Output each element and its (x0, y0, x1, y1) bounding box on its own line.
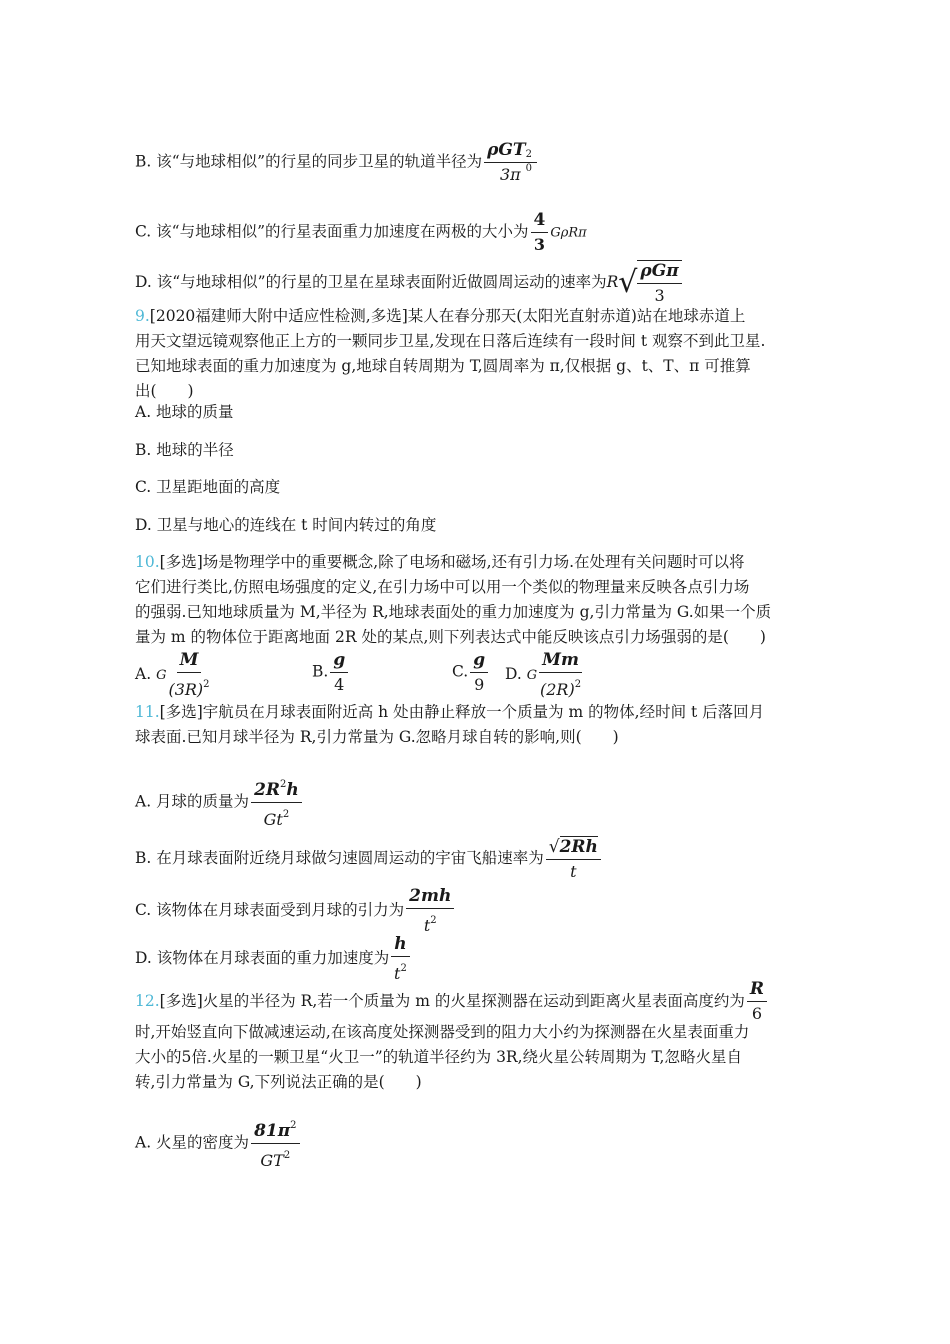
q10-options (135, 650, 815, 699)
q12-number: 12. (135, 991, 160, 1010)
q8-option-d-sqrt: √ $\frac{\text{ρGπ}}{3}$ (618, 260, 681, 306)
q8-option-d-text: D. 该“与地球相似”的行星的卫星在星球表面附近做圆周运动的速率为 (135, 273, 607, 291)
q12-stem: 12. [多选]火星的半径为 R,若一个质量为 m 的火星探测器在运动到距离火星表面高度约为 $\frac{R}{6}$ 时,开始竖直向下做减速运动,在该高度处探测器受到的阻力大小约为探测器在火星表面重力 大小的5倍.火星的一颗卫星“火卫一”的轨道半径约为 3R,绕火星公转周期为 T,忽略火星自 转,引力常量为 G,下列说法正确的是( ) (135, 982, 815, 1095)
q11-option-a: A. 月球的质量为 $\frac{2R^2h}{Gt^2}$ (135, 775, 304, 830)
q11-stem: 11.[多选]宇航员在月球表面附近高 h 处由静止释放一个质量为 m 的物体,经时间 t 后落回月 球表面.已知月球半径为 R,引力常量为 G.忽略月球自转的影响,则( ) (135, 703, 765, 746)
q10-option-d: D. G $\frac{Mm}{(2R)^2}$ (505, 650, 582, 699)
q12-option-a-fraction: $\frac{81\pi^2}{GT^2}$ (251, 1116, 299, 1171)
q11-option-c: C. 该物体在月球表面受到月球的引力为 $\frac{2mh}{t^2}$ (135, 886, 456, 936)
q8-option-b-fraction: ρGT 2 0 3π (484, 140, 536, 185)
q9-option-d: D. 卫星与地心的连线在 t 时间内转过的角度 (135, 516, 437, 534)
q10-stem: 10.[多选]场是物理学中的重要概念,除了电场和磁场,还有引力场.在处理有关问题时可以将 它们进行类比,仿照电场强度的定义,在引力场中可以用一个类似的物理量来反映各点引力场 的强弱.已知地球质量为 M,半径为 R,地球表面处的重力加速度为 g,引力常量为 G.如果一个质 量为 m 的物体位于距离地面 2R 处的某点,则下列表达式中能反映该点引力场强弱的是( ) (135, 553, 772, 646)
q11-option-c-fraction: $\frac{2mh}{t^2}$ (406, 886, 454, 936)
q12-option-a: A. 火星的密度为 $\frac{81\pi^2}{GT^2}$ (135, 1116, 302, 1171)
q9-stem: 9.[2020福建师大附中适应性检测,多选]某人在春分那天(太阳光直射赤道)站在地球赤道上 用天文望远镜观察他正上方的一颗同步卫星,发现在日落后连续有一段时间 t 观察不到此卫星. 已知地球表面的重力加速度为 g,地球自转周期为 T,圆周率为 π,仅根据 g、t、T、π 可推算 出( ) (135, 307, 766, 400)
q9-option-b: B. 地球的半径 (135, 441, 234, 459)
q11-option-d: D. 该物体在月球表面的重力加速度为 $\frac{h}{t^2}$ (135, 934, 412, 984)
q10-option-b: B. $\frac{g}{4}$ (312, 650, 350, 695)
q10-option-c: C. $\frac{g}{9}$ (452, 650, 490, 695)
q8-option-c-text: C. 该“与地球相似”的行星表面重力加速度在两极的大小为 (135, 222, 529, 241)
q11-option-b: B. 在月球表面附近绕月球做匀速圆周运动的宇宙飞船速率为 √ 2Rh t (135, 836, 603, 882)
q8-option-c-fraction: $\frac{4}{3}$ (531, 210, 549, 255)
q9-number: 9. (135, 307, 150, 325)
q11-option-a-fraction: $\frac{2R^2h}{Gt^2}$ (251, 775, 302, 830)
q8-option-c (135, 210, 587, 255)
q11-option-d-fraction: $\frac{h}{t^2}$ (391, 934, 409, 984)
q9-option-a: A. 地球的质量 (135, 403, 234, 421)
q8-option-b (135, 140, 539, 185)
q8-option-c-tail: GρRπ (550, 225, 587, 241)
q8-option-d: D. 该“与地球相似”的行星的卫星在星球表面附近做圆周运动的速率为R √ $\frac{\text{ρGπ}}{3}$ (135, 260, 682, 306)
q9-option-c: C. 卫星距地面的高度 (135, 478, 281, 496)
q8-option-b-text: B. 该“与地球相似”的行星的同步卫星的轨道半径为 (135, 152, 483, 171)
q12-height-fraction: $\frac{R}{6}$ (747, 979, 767, 1024)
q10-option-a: A. G $\frac{M}{(3R)^2}$ (135, 650, 210, 699)
q10-number: 10. (135, 553, 160, 571)
q11-number: 11. (135, 703, 160, 721)
q11-option-b-fraction: √ 2Rh t (546, 836, 601, 882)
